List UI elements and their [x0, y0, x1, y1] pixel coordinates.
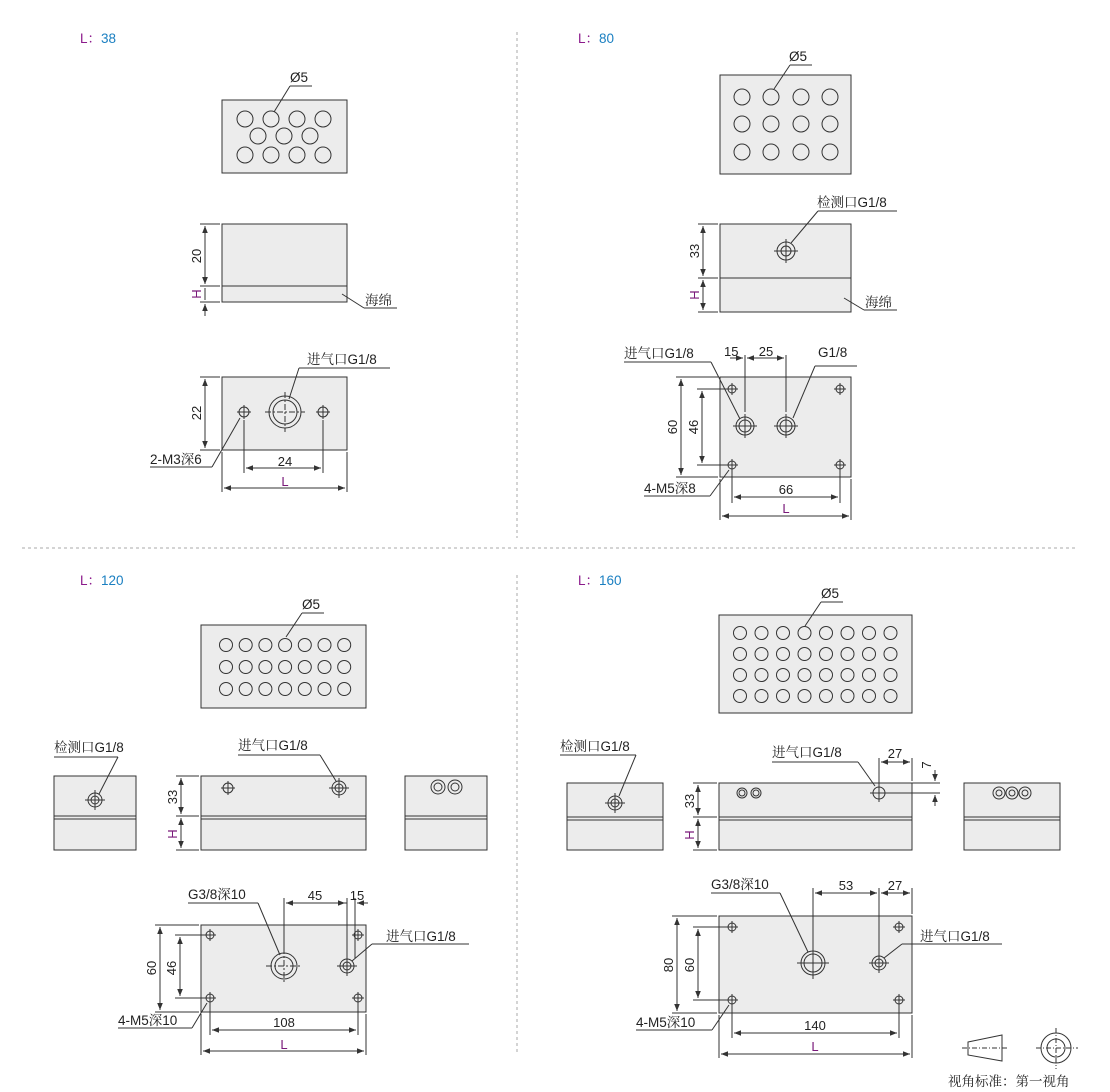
bottom-view-120	[118, 898, 469, 1055]
hole-diameter-label-38: Ø5	[290, 70, 309, 85]
dim-45-120: 45	[307, 888, 323, 903]
height-dim-33-160: 33	[682, 793, 697, 809]
bottom-view-38	[150, 368, 390, 492]
dim-15-80: 15	[724, 344, 739, 359]
length-title-80: L：80	[578, 31, 615, 46]
length-title-38: L：38	[80, 31, 117, 46]
panel-l38	[80, 31, 397, 492]
dim-27-side-160: 27	[887, 746, 903, 761]
h-dim-label-38: H	[189, 289, 204, 299]
g38-label-120: G3/8深10	[188, 887, 246, 902]
height-dim-60-120: 60	[144, 960, 159, 976]
h-dim-label-80: H	[687, 290, 702, 300]
height-dim-33: 33	[687, 243, 702, 259]
spacing-dim-108: 108	[273, 1015, 295, 1030]
spacing-dim-66: 66	[778, 482, 794, 497]
spacing-dim-140: 140	[804, 1018, 826, 1033]
thread-label-160: 4-M5深10	[636, 1015, 696, 1030]
h-dim-label-160: H	[682, 830, 697, 840]
length-dim-160: L	[811, 1039, 819, 1054]
height-dim-33-120: 33	[165, 789, 180, 805]
hole-diameter-label-120: Ø5	[302, 597, 321, 612]
thread-label-120: 4-M5深10	[118, 1013, 178, 1028]
length-dim-38: L	[281, 474, 289, 489]
port-label-120: 检测口G1/8	[54, 740, 124, 755]
panel-l120	[54, 573, 487, 1055]
height-dim-60-80: 60	[665, 419, 680, 435]
thread-label-38: 2-M3深6	[150, 452, 202, 467]
side-views-160	[560, 755, 1060, 850]
sponge-label-80: 海绵	[865, 295, 892, 310]
sponge-label-38: 海绵	[365, 293, 392, 308]
length-title-120: L：120	[80, 573, 124, 588]
height-dim-22: 22	[189, 405, 204, 421]
top-view-80	[720, 65, 851, 174]
panel-l160	[560, 573, 1060, 1058]
height-dim-60-160: 60	[682, 957, 697, 973]
dim-27-160: 27	[887, 878, 903, 893]
height-dim-80-160: 80	[661, 957, 676, 973]
top-view-160	[719, 602, 912, 713]
height-dim-46-120: 46	[164, 960, 179, 976]
g18-label-80: G1/8	[818, 345, 848, 360]
panel-l80	[578, 31, 897, 520]
port-label-160: 检测口G1/8	[560, 739, 630, 754]
inlet-label-160: 进气口G1/8	[920, 929, 990, 944]
length-dim-120: L	[280, 1037, 288, 1052]
inlet-label-38: 进气口G1/8	[307, 352, 377, 367]
port-label-80: 检测口G1/8	[817, 195, 887, 210]
dim-15-120: 15	[349, 888, 365, 903]
projection-legend	[962, 1028, 1078, 1069]
projection-circle-icon	[1036, 1028, 1078, 1069]
hole-diameter-label-160: Ø5	[821, 586, 840, 601]
top-view-38	[222, 86, 347, 173]
inlet-side-label-120: 进气口G1/8	[238, 738, 308, 753]
dim-25-80: 25	[758, 344, 774, 359]
inlet-label-80: 进气口G1/8	[624, 346, 694, 361]
inlet-label-120: 进气口G1/8	[386, 929, 456, 944]
height-dim-46-80: 46	[686, 419, 701, 435]
dim-53-160: 53	[838, 878, 854, 893]
length-title-160: L：160	[578, 573, 622, 588]
h-dim-label-120: H	[165, 829, 180, 839]
projection-standard-label: 视角标准：第一视角	[948, 1074, 1070, 1089]
thread-label-80: 4-M5深8	[644, 481, 696, 496]
hole-diameter-label-80: Ø5	[789, 49, 808, 64]
side-views-120	[54, 755, 487, 850]
spacing-dim-24: 24	[277, 454, 293, 469]
top-view-120	[201, 613, 366, 708]
height-dim-20: 20	[189, 248, 204, 264]
g38-label-160: G3/8深10	[711, 877, 769, 892]
inlet-side-label-160: 进气口G1/8	[772, 745, 842, 760]
dim-7-side-160: 7	[919, 761, 934, 769]
length-dim-80: L	[782, 501, 790, 516]
